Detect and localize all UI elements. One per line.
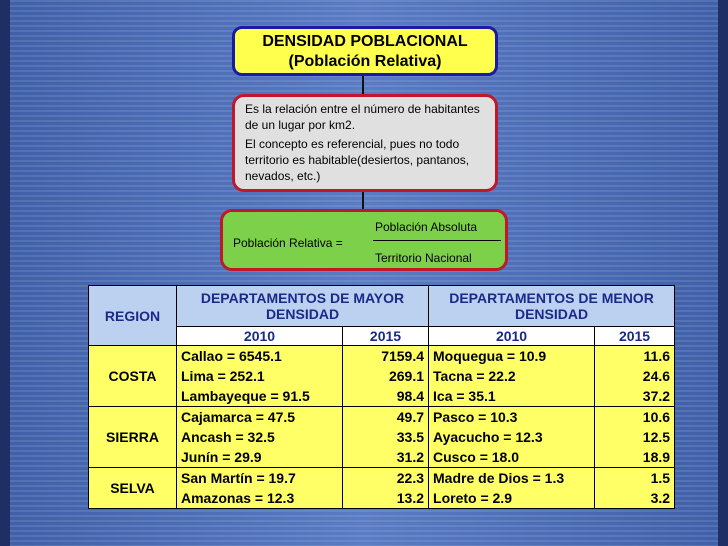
dept-value: Cusco = 18.0 [433, 449, 520, 465]
mayor-2015-cell [343, 468, 429, 509]
title-line-1: DENSIDAD POBLACIONAL [262, 33, 468, 50]
dept-value: Ancash = 32.5 [181, 429, 275, 445]
mayor-2010-cell [177, 407, 343, 468]
density-value: 49.7 [396, 409, 425, 425]
mayor-2010-cell [177, 346, 343, 407]
mayor-2010-cell [177, 468, 343, 509]
density-value: 10.6 [642, 409, 671, 425]
left-frame-border [0, 0, 10, 546]
dept-value: Ayacucho = 12.3 [433, 429, 543, 445]
density-value: 24.6 [642, 368, 671, 384]
dept-value: Lambayeque = 91.5 [181, 388, 310, 404]
title-line-2: (Población Relativa) [288, 53, 442, 70]
density-value: 12.5 [642, 429, 671, 445]
dept-value: Lima = 252.1 [181, 368, 265, 384]
dept-value: Callao = 6545.1 [181, 348, 282, 364]
connector-line-top [362, 76, 364, 94]
mayor-2015-cell [343, 346, 429, 407]
density-table [88, 285, 675, 509]
year-2015-menor: 2015 [595, 327, 675, 346]
definition-paragraph-1: Es la relación entre el número de habitantes de un lugar por km2. [245, 102, 480, 132]
table-header-row [89, 286, 675, 327]
density-value: 98.4 [396, 388, 425, 404]
year-2010-mayor: 2010 [177, 327, 343, 346]
table-year-row [89, 327, 675, 346]
density-value: 1.5 [650, 470, 671, 486]
menor-2015-cell [595, 468, 675, 509]
table-row [89, 468, 675, 509]
density-value: 37.2 [642, 388, 671, 404]
density-value: 7159.4 [381, 348, 425, 364]
definition-paragraph-2: El concepto es referencial, pues no todo territorio es habitable(desiertos, pantanos, nevados, etc.) [245, 137, 470, 183]
region-cell: COSTA [89, 346, 177, 407]
dept-value: Junín = 29.9 [181, 449, 262, 465]
dept-value: Tacna = 22.2 [433, 368, 516, 384]
dept-value: Madre de Dios = 1.3 [433, 470, 565, 486]
density-value: 18.9 [642, 449, 671, 465]
menor-2010-cell [429, 407, 595, 468]
formula-lhs: Población Relativa = [233, 236, 343, 250]
density-value: 3.2 [650, 490, 671, 506]
density-value: 11.6 [643, 348, 671, 364]
region-cell: SELVA [89, 468, 177, 509]
table-row [89, 346, 675, 407]
dept-value: Loreto = 2.9 [433, 490, 512, 506]
dept-value: Amazonas = 12.3 [181, 490, 295, 506]
table-row [89, 407, 675, 468]
density-value: 269.1 [388, 368, 425, 384]
density-value: 31.2 [396, 449, 425, 465]
region-header: REGION [89, 286, 177, 346]
density-value: 33.5 [396, 429, 425, 445]
dept-value: San Martín = 19.7 [181, 470, 296, 486]
menor-2010-cell [429, 346, 595, 407]
fraction-bar [373, 240, 501, 241]
menor-2010-cell [429, 468, 595, 509]
density-value: 22.3 [396, 470, 425, 486]
dept-value: Moquegua = 10.9 [433, 348, 547, 364]
year-2015-mayor: 2015 [343, 327, 429, 346]
mayor-densidad-header: DEPARTAMENTOS DE MAYOR DENSIDAD [177, 286, 429, 327]
dept-value: Pasco = 10.3 [433, 409, 518, 425]
dept-value: Ica = 35.1 [433, 388, 496, 404]
title-box [232, 26, 498, 76]
formula-denominator: Territorio Nacional [375, 251, 472, 265]
mayor-2015-cell [343, 407, 429, 468]
connector-line-bottom [362, 192, 364, 209]
menor-densidad-header: DEPARTAMENTOS DE MENOR DENSIDAD [429, 286, 675, 327]
dept-value: Cajamarca = 47.5 [181, 409, 296, 425]
formula-numerator: Población Absoluta [375, 220, 478, 234]
region-cell: SIERRA [89, 407, 177, 468]
right-frame-border [718, 0, 728, 546]
definition-box [232, 94, 498, 192]
menor-2015-cell [595, 346, 675, 407]
menor-2015-cell [595, 407, 675, 468]
year-2010-menor: 2010 [429, 327, 595, 346]
formula-box [220, 209, 508, 271]
density-value: 13.2 [396, 490, 425, 506]
